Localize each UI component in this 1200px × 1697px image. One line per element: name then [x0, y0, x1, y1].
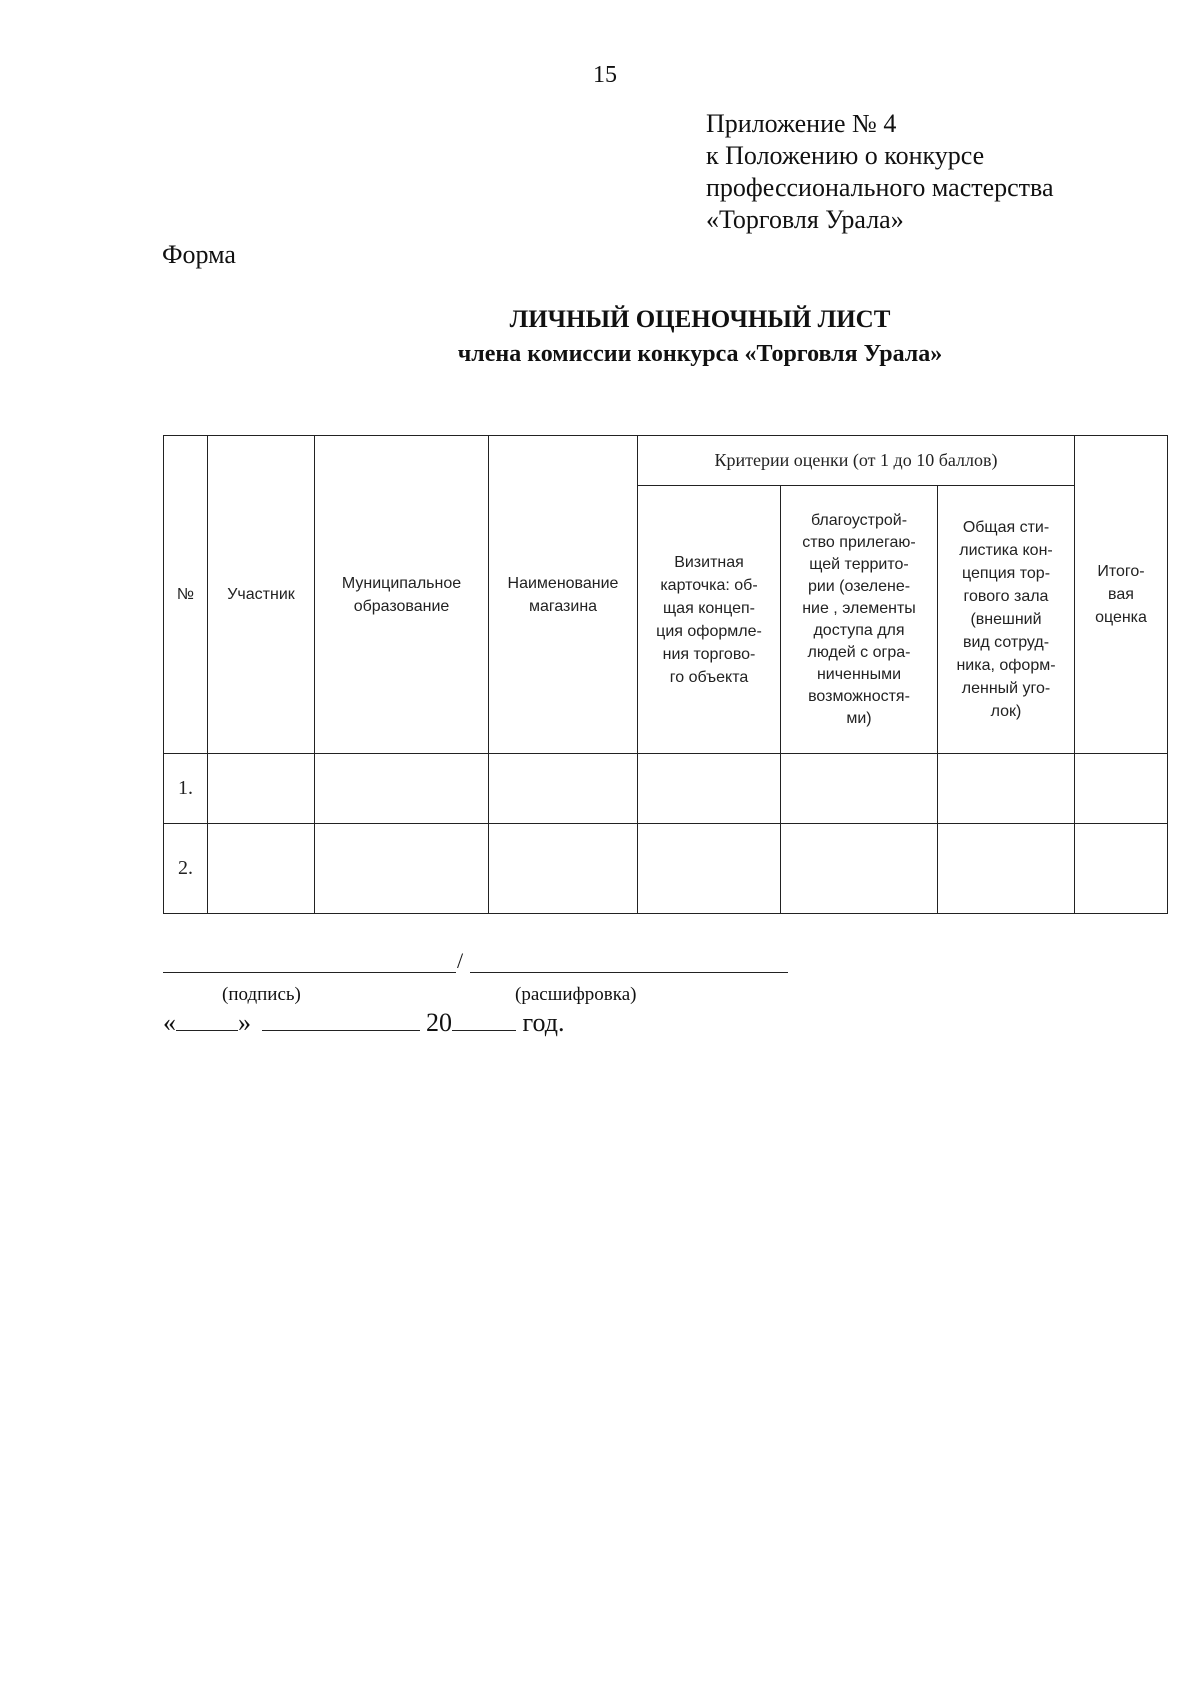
day-blank[interactable] [176, 1008, 238, 1031]
header-store-name: Наименование магазина [489, 436, 638, 754]
header-criterion-territory: благоустрой- ство прилегаю- щей террито- рии (озелене- ние , элементы доступа для людей с огра- ниченными возможностя- ми) [781, 486, 938, 754]
store-name-cell[interactable] [489, 824, 638, 914]
month-blank[interactable] [262, 1008, 420, 1031]
signature-separator: / [457, 948, 464, 973]
header-number: № [164, 436, 208, 754]
participant-cell[interactable] [208, 824, 315, 914]
municipality-cell[interactable] [315, 754, 489, 824]
criterion-business-card-cell[interactable] [638, 754, 781, 824]
decoding-caption: (расшифровка) [515, 984, 637, 1005]
appendix-line-2: к Положению о конкурсе [706, 141, 985, 170]
date-line [163, 1008, 565, 1038]
store-name-cell[interactable] [489, 754, 638, 824]
form-label: Форма [162, 240, 236, 269]
header-participant: Участник [208, 436, 315, 754]
participant-cell[interactable] [208, 754, 315, 824]
table-row [164, 824, 1168, 914]
signature-line[interactable] [163, 972, 456, 973]
page-number: 15 [593, 62, 617, 88]
year-prefix: 20 [426, 1008, 452, 1037]
appendix-line-4: «Торговля Урала» [706, 205, 904, 234]
total-score-cell[interactable] [1075, 754, 1168, 824]
date-close-quote: » [238, 1008, 251, 1037]
row-number: 1. [164, 754, 208, 824]
header-criterion-hall-style: Общая сти- листика кон- цепция тор- гового зала (внешний вид сотруд- ника, оформ- ленный уго- лок) [938, 486, 1075, 754]
table-row [164, 754, 1168, 824]
criterion-business-card-cell[interactable] [638, 824, 781, 914]
header-criterion-business-card: Визитная карточка: об- щая концеп- ция оформле- ния торгово- го объекта [638, 486, 781, 754]
decoding-line[interactable] [470, 972, 788, 973]
criterion-hall-style-cell[interactable] [938, 754, 1075, 824]
year-blank[interactable] [452, 1008, 516, 1031]
header-criteria-group: Критерии оценки (от 1 до 10 баллов) [638, 436, 1075, 486]
date-open-quote: « [163, 1008, 176, 1037]
criterion-territory-cell[interactable] [781, 754, 938, 824]
appendix-line-3: профессионального мастерства [706, 173, 1054, 202]
year-suffix: год. [522, 1008, 565, 1037]
criterion-territory-cell[interactable] [781, 824, 938, 914]
document-subtitle: члена комиссии конкурса «Торговля Урала» [457, 341, 943, 367]
evaluation-table [163, 435, 1168, 914]
appendix-line-1: Приложение № 4 [706, 109, 897, 138]
header-municipality: Муниципальное образование [315, 436, 489, 754]
municipality-cell[interactable] [315, 824, 489, 914]
header-total-score: Итого- вая оценка [1075, 436, 1168, 754]
signature-caption: (подпись) [222, 984, 301, 1005]
criterion-hall-style-cell[interactable] [938, 824, 1075, 914]
appendix-reference [706, 108, 1054, 236]
row-number: 2. [164, 824, 208, 914]
document-title: ЛИЧНЫЙ ОЦЕНОЧНЫЙ ЛИСТ [509, 306, 891, 333]
total-score-cell[interactable] [1075, 824, 1168, 914]
